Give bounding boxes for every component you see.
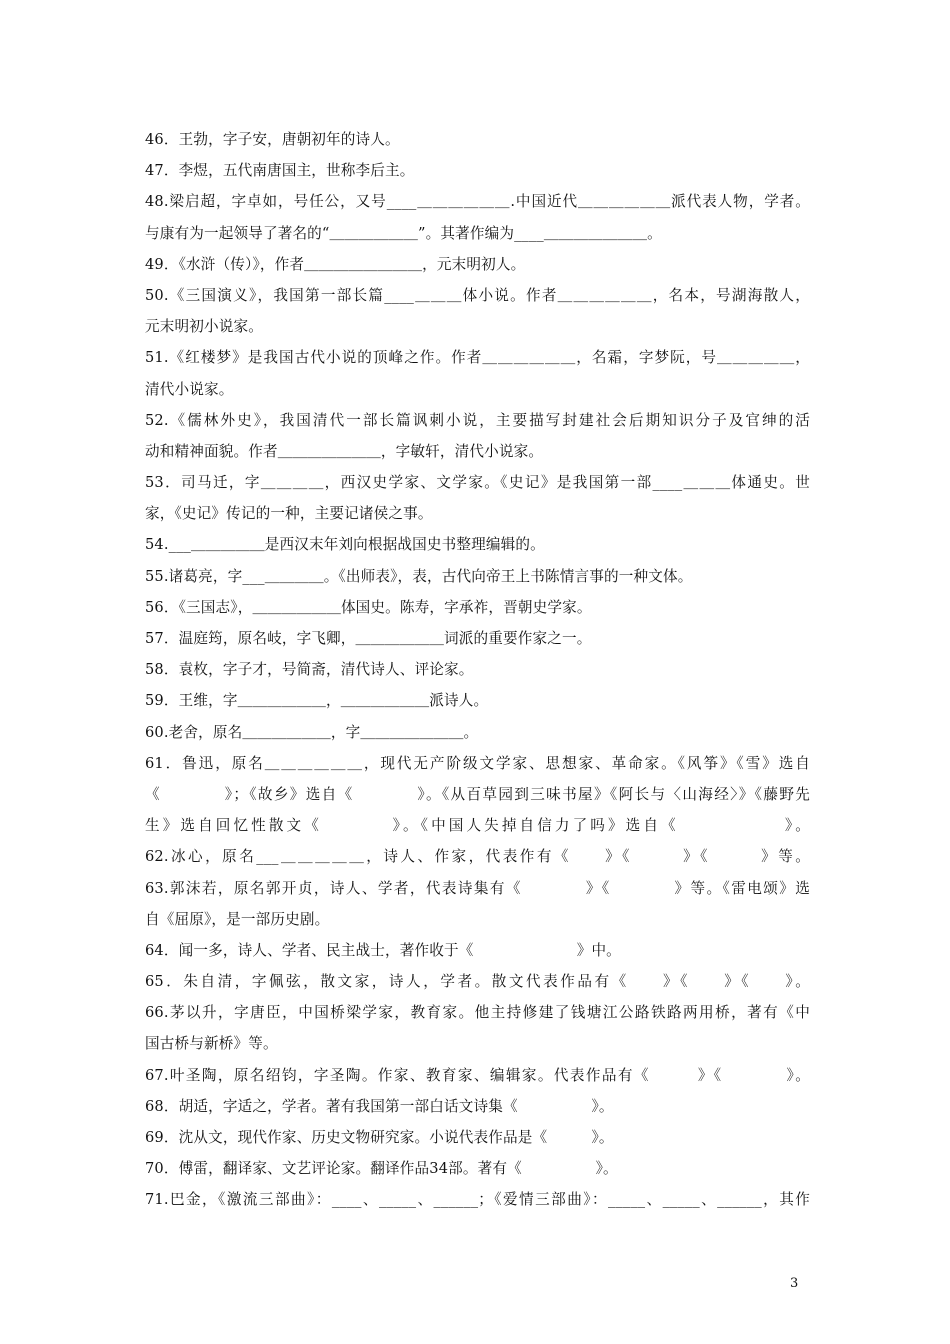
text-line: 58．袁枚，字子才，号简斋，清代诗人、评论家。 <box>145 661 474 679</box>
text-line: 自《屈原》，是一部历史剧。 <box>145 910 330 928</box>
text-line: 50.《三国演义》，我国第一部长篇____＿＿＿体小说。作者＿＿＿＿＿＿，名本，号湖海散人， <box>145 286 810 304</box>
text-line: 46．王勃，字子安，唐朝初年的诗人。 <box>145 131 400 148</box>
text-line: 国古桥与新桥》等。 <box>145 1035 278 1053</box>
page-number: 3 <box>790 1276 799 1291</box>
text-line: 48.梁启超，字卓如，号任公，又号____＿＿＿＿＿＿.中国近代＿＿＿＿＿＿派代表人物，学者。 <box>145 193 810 211</box>
text-line: 65．朱自清，字佩弦，散文家，诗人，学者。散文代表作品有《 》《 》《 》。 <box>145 973 810 991</box>
text-line: 52.《儒林外史》，我国清代一部长篇讽刺小说，主要描写封建社会后期知识分子及官绅的活 <box>145 411 810 429</box>
text-line: 55.诸葛亮，字___＿＿＿＿。《出师表》，表，古代向帝王上书陈情言事的一种文体。 <box>145 567 693 585</box>
text-line: 70．傅雷，翻译家、文艺评论家。翻译作品34部。著有《 》。 <box>145 1160 618 1178</box>
text-line: 63.郭沫若，原名郭开贞，诗人、学者，代表诗集有《 》《 》等。《雷电颂》选 <box>145 879 810 897</box>
text-line: 67.叶圣陶，原名绍钧，字圣陶。作家、教育家、编辑家。代表作品有《 》《 》。 <box>145 1066 810 1084</box>
text-line: 生》选自回忆性散文《 》。《中国人失掉自信力了吗》选自《 》。 <box>145 817 810 835</box>
text-line: 49．《水浒（传）》，作者＿＿＿＿＿＿＿＿，元末明初人。 <box>145 255 526 273</box>
text-line: 64．闻一多，诗人、学者、民主战士，著作收于《 》中。 <box>145 941 621 959</box>
text-line: 元末明初小说家。 <box>145 318 263 336</box>
text-line: 66.茅以升，字唐臣，中国桥梁学家，教育家。他主持修建了钱塘江公路铁路两用桥，著有《中 <box>145 1004 810 1022</box>
text-line: 与康有为一起领导了著名的“＿＿＿＿＿＿”。其著作编为____＿＿＿＿＿＿＿。 <box>145 224 662 242</box>
text-line: 动和精神面貌。作者＿＿＿＿＿＿＿，字敏轩，清代小说家。 <box>145 442 544 460</box>
text-line: 56．《三国志》，＿＿＿＿＿＿体国史。陈寿，字承祚，晋朝史学家。 <box>145 598 592 616</box>
text-line: 71.巴金，《激流三部曲》：____、_____、______；《爱情三部曲》：_____、_____、______，其作 <box>145 1191 810 1209</box>
text-line: 60.老舍，原名＿＿＿＿＿＿，字＿＿＿＿＿＿＿。 <box>145 723 479 741</box>
text-line: 《 》；《故乡》选自《 》。《从百草园到三味书屋》《阿长与〈山海经〉》《藤野先 <box>145 785 810 803</box>
text-line: 57．温庭筠，原名岐，字飞卿，＿＿＿＿＿＿词派的重要作家之一。 <box>145 630 592 647</box>
text-line: 家，《史记》传记的一种，主要记诸侯之事。 <box>145 505 433 523</box>
text-line: 62.冰心，原名___＿＿＿＿＿，诗人、作家，代表作有《 》《 》《 》等。 <box>145 848 810 866</box>
text-line: 54.___＿＿＿＿＿是西汉末年刘向根据战国史书整理编辑的。 <box>145 536 545 554</box>
text-line: 51.《红楼梦》是我国古代小说的顶峰之作。作者＿＿＿＿＿＿，名霜，字梦阮，号＿＿＿＿＿， <box>145 349 810 367</box>
text-line: 53．司马迁，字＿＿＿＿，西汉史学家、文学家。《史记》是我国第一部____＿＿＿体通史。世 <box>145 474 810 492</box>
text-line: 68．胡适，字适之，学者。著有我国第一部白话文诗集《 》。 <box>145 1097 614 1115</box>
text-line: 69．沈从文，现代作家、历史文物研究家。小说代表作品是《 》。 <box>145 1129 614 1146</box>
text-line: 61．鲁迅，原名＿＿＿＿＿＿，现代无产阶级文学家、思想家、革命家。《风筝》《雪》选自 <box>145 754 810 772</box>
text-body <box>145 124 810 1216</box>
text-line: 59．王维，字＿＿＿＿＿＿，＿＿＿＿＿＿派诗人。 <box>145 692 489 710</box>
text-line: 清代小说家。 <box>145 380 234 398</box>
text-line: 47．李煜，五代南唐国主，世称李后主。 <box>145 162 415 180</box>
